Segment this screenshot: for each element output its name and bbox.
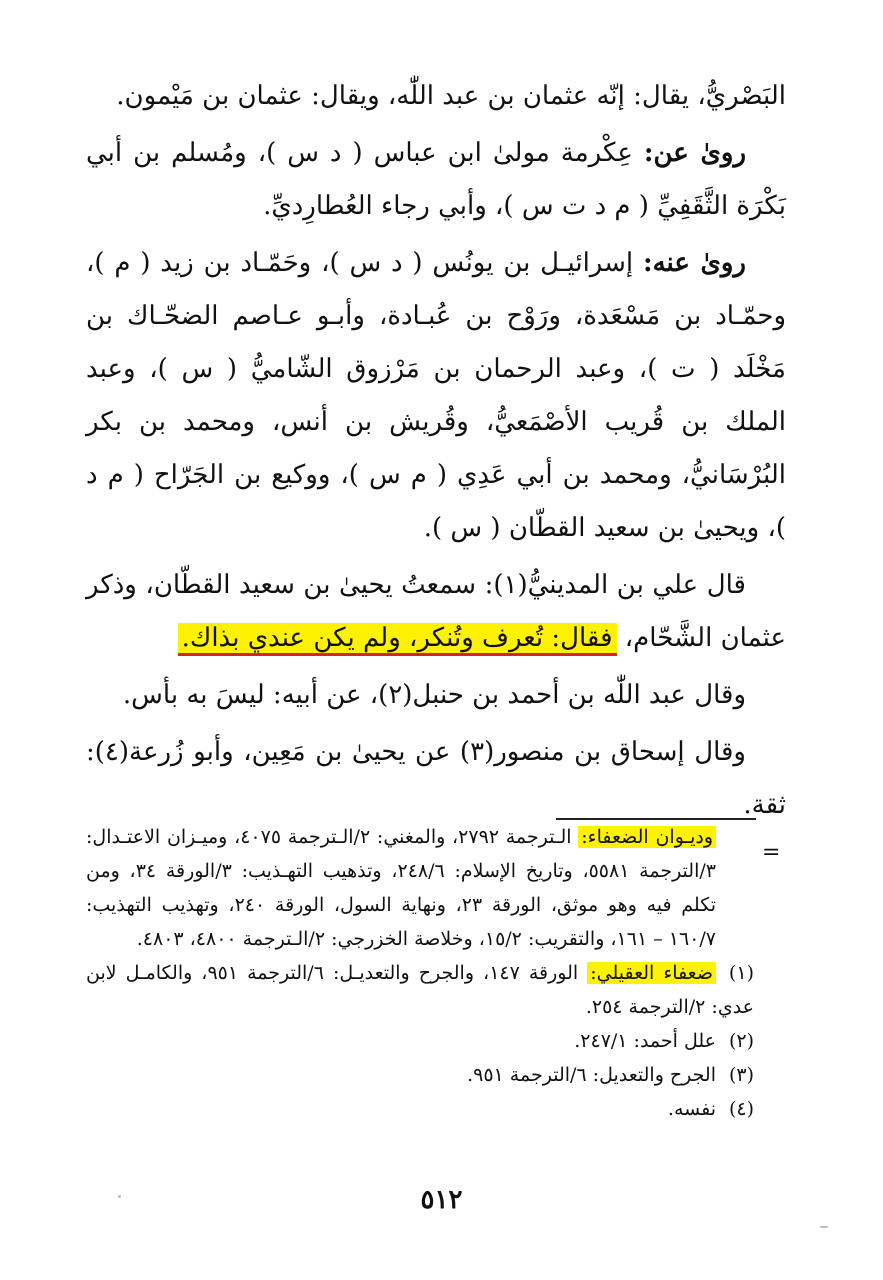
footnote-1: [86, 956, 754, 1024]
paragraph-4: [86, 559, 786, 665]
page-number: ٥١٢: [420, 1185, 463, 1215]
highlighted-quote: فقال: تُعرف وتُنكر، ولم يكن عندي بذاك.: [178, 623, 617, 656]
paragraph-1: البَصْريُّ، يقال: إنّه عثمان بن عبد اللّٰه، ويقال: عثمان بن مَيْمون.: [116, 81, 786, 111]
paragraph-3-text: إسرائيـل بن يونُس ( د س )، وحَمّـاد بن زيد ( م )، وحمّـاد بن مَسْعَدة، ورَوْح بن عُبـادة، وأبـو عـاصم الضحّـاك بن مَخْلَد ( ت )، وعبد الرحمان بن مَرْزوق الشّاميُّ ( س )، وعبد الملك بن قُريب الأصْمَعيُّ، وقُريش بن أنس، ومحمد بن بكر البُرْسَانيُّ، ومحمد بن أبي عَدِي ( م س )، ووكيع بن الجَرّاح ( م د )، ويحيىٰ بن سعيد القطّان ( س ).: [86, 248, 786, 543]
narrated-from-label: رویٰ عن:: [643, 138, 746, 168]
highlighted-source-uqayli: ضعفاء العقيلي:: [587, 962, 716, 984]
footnote-1-number: (١): [728, 962, 754, 984]
paragraph-5: وقال عبد اللّٰه بن أحمد بن حنبل(٢)، عن أبيه: ليسَ به بأس.: [122, 680, 746, 710]
footnote-3: [86, 1058, 754, 1092]
paragraph-3: [86, 237, 786, 555]
paragraph-2-text: عِكْرمة مولىٰ ابن عباس ( د س )، ومُسلم بن أبي بَكْرَة الثَّقَفِيِّ ( م د ت س )، وأبي رجاء العُطارِديِّ.: [86, 138, 786, 221]
footnote-4-text: نفسه.: [667, 1098, 716, 1120]
highlighted-source-diwan: وديـوان الضعفاء:: [578, 826, 716, 848]
footnote-2-text: علل أحمد: ٢٤٧/١.: [574, 1030, 716, 1052]
paragraph-6: وقال إسحاق بن منصور(٣) عن يحيىٰ بن مَعِين، وأبو زُرعة(٤): ثقة.: [86, 737, 786, 820]
main-text: [86, 70, 786, 836]
continuation-mark: =: [762, 840, 781, 865]
footnote-3-text: الجرح والتعديل: ٦/الترجمة ٩٥١.: [467, 1064, 716, 1086]
scan-speck: [820, 1226, 828, 1228]
footnote-1-text: الورقة ١٤٧، والجرح والتعديـل: ٦/الترجمة ٩٥١، والكامـل لابن عدي: ٢/الترجمة ٢٥٤.: [86, 962, 754, 1018]
paragraph-4-text: قال علي بن المدينيُّ(١): سمعتُ يحيىٰ بن سعيد القطّان، وذكر عثمان الشَّحّام،: [86, 570, 786, 653]
footnote-continued-text: الـترجمة ٢٧٩٢، والمغني: ٢/الـترجمة ٤٠٧٥، وميـزان الاعتـدال: ٣/الترجمة ٥٥٨١، وتاريخ الإسلام: ٢٤٨/٦، وتذهيب التهـذيب: ٣/الورقة ٣٤، ومن تكلم فيه وهو موثق، الورقة ٢٣، ونهاية السول، الورقة ٢٤٠، وتهذيب التهذيب: ١٦٠/٧ – ١٦١، والتقريب: ١٥/٢، وخلاصة الخزرجي: ٢/الـترجمة ٤٨٠٠، ٤٨٠٣.: [86, 826, 716, 950]
footnote-2: [86, 1024, 754, 1058]
scan-speck: [118, 1195, 121, 1198]
footnote-2-number: (٢): [728, 1030, 754, 1052]
footnote-3-number: (٣): [728, 1064, 754, 1086]
footnotes: [86, 820, 754, 1126]
footnote-continued: [86, 820, 754, 956]
footnote-4-number: (٤): [728, 1098, 754, 1120]
footnote-4: [86, 1092, 754, 1126]
narrated-by-label: رویٰ عنه:: [643, 248, 746, 278]
paragraph-2: [86, 127, 786, 233]
